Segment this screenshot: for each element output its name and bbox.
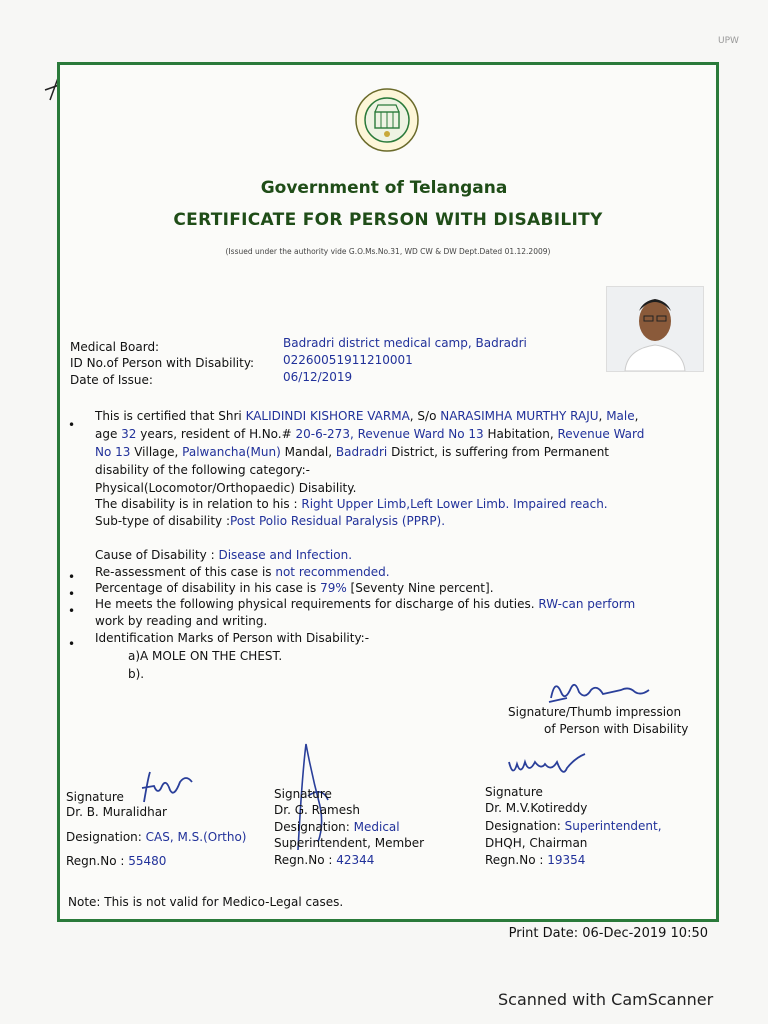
certification-line-2: age 32 years, resident of H.No.# 20-6-273, Revenue Ward No 13 Habitation, Revenue Ward — [95, 427, 645, 441]
bullet: • — [68, 637, 76, 651]
signatory-3-designation: Designation: Superintendent, — [485, 819, 662, 833]
bullet: • — [68, 604, 76, 618]
person-signature-label: Signature/Thumb impression — [508, 705, 682, 719]
signatory-3-scribble — [505, 748, 595, 788]
certification-line-3: No 13 Village, Palwancha(Mun) Mandal, Badradri District, is suffering from Permanent — [95, 445, 610, 459]
person-photo — [606, 286, 704, 372]
authority-line: (Issued under the authority vide G.O.Ms.No.31, WD CW & DW Dept.Dated 01.12.2009) — [225, 247, 551, 256]
person-signature-scribble — [545, 672, 665, 708]
medical-board-value: Badradri district medical camp, Badradri — [283, 336, 527, 350]
signatory-2-name: Dr. G. Ramesh — [274, 803, 360, 817]
physical-requirements-cont: work by reading and writing. — [95, 614, 268, 628]
disability-category: Physical(Locomotor/Orthopaedic) Disability. — [95, 481, 357, 495]
bullet: • — [68, 587, 76, 601]
disability-percentage: Percentage of disability in his case is 79% [Seventy Nine percent]. — [95, 581, 494, 595]
bullet: • — [68, 570, 76, 584]
print-date: Print Date: 06-Dec-2019 10:50 — [508, 926, 708, 941]
signatory-3-name: Dr. M.V.Kotireddy — [485, 801, 588, 815]
identification-mark-b: b). — [128, 667, 145, 681]
person-signature-label-2: of Person with Disability — [544, 722, 689, 736]
government-heading: Government of Telangana — [260, 178, 508, 198]
disability-subtype: Sub-type of disability :Post Polio Residual Paralysis (PPRP). — [95, 514, 446, 528]
signatory-2-designation-cont: Superintendent, Member — [274, 836, 425, 850]
date-of-issue-label: Date of Issue: — [70, 373, 153, 387]
certificate-title: CERTIFICATE FOR PERSON WITH DISABILITY — [173, 210, 603, 230]
signatory-1-signature-label: Signature — [66, 790, 124, 804]
signatory-3-signature-label: Signature — [485, 785, 543, 799]
id-value: 02260051911210001 — [283, 353, 413, 367]
signatory-1-designation: Designation: CAS, M.S.(Ortho) — [66, 830, 247, 844]
id-label: ID No.of Person with Disability: — [70, 356, 255, 370]
telangana-emblem-icon — [354, 87, 420, 153]
certification-line-4: disability of the following category:- — [95, 463, 310, 477]
signatory-2-designation: Designation: Medical — [274, 820, 400, 834]
legal-note: Note: This is not valid for Medico-Legal cases. — [68, 895, 344, 909]
bullet: • — [68, 418, 76, 432]
reassessment: Re-assessment of this case is not recommended. — [95, 565, 390, 579]
identification-mark-a: a)A MOLE ON THE CHEST. — [128, 649, 283, 663]
signatory-1-name: Dr. B. Muralidhar — [66, 805, 167, 819]
signatory-3-designation-cont: DHQH, Chairman — [485, 836, 588, 850]
certification-line-1: This is certified that Shri KALIDINDI KISHORE VARMA, S/o NARASIMHA MURTHY RAJU, Male, — [95, 409, 639, 423]
signatory-1-regn: Regn.No : 55480 — [66, 854, 167, 868]
signatory-2-signature-label: Signature — [274, 787, 332, 801]
cause-of-disability: Cause of Disability : Disease and Infection. — [95, 548, 353, 562]
corner-mark: UPW — [718, 36, 739, 46]
identification-marks-label: Identification Marks of Person with Disability:- — [95, 631, 370, 645]
signatory-1-scribble — [136, 768, 206, 808]
scanner-watermark: Scanned with CamScanner — [498, 990, 714, 1009]
medical-board-label: Medical Board: — [70, 340, 160, 354]
physical-requirements: He meets the following physical requirements for discharge of his duties. RW-can perform — [95, 597, 636, 611]
date-of-issue-value: 06/12/2019 — [283, 370, 353, 384]
disability-relation: The disability is in relation to his : Right Upper Limb,Left Lower Limb. Impaired reach. — [95, 497, 608, 511]
signatory-3-regn: Regn.No : 19354 — [485, 853, 586, 867]
signatory-2-regn: Regn.No : 42344 — [274, 853, 375, 867]
